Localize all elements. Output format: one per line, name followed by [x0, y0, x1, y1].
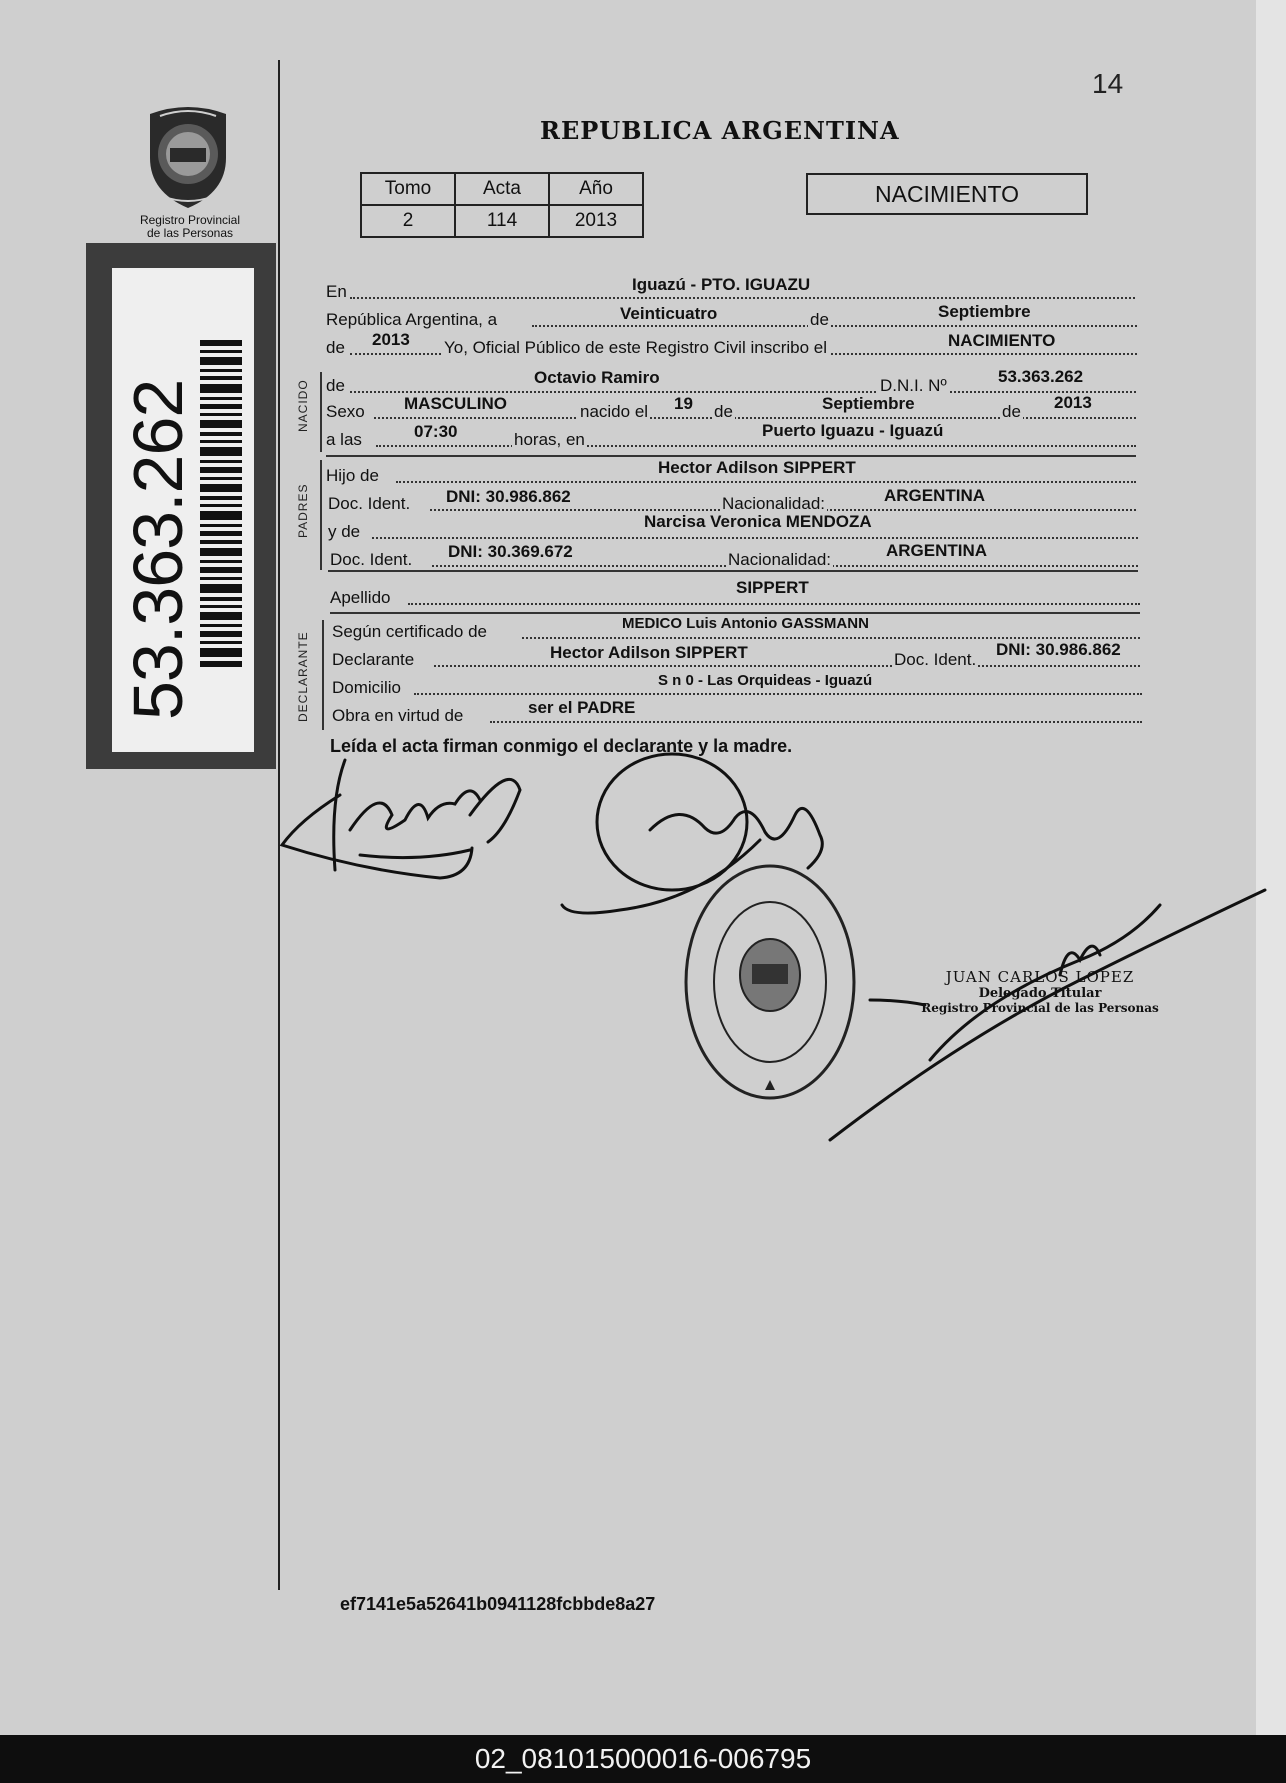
value-padre-nac: ARGENTINA: [884, 486, 986, 505]
label-sexo: Sexo: [326, 402, 365, 421]
value-anio-inscripcion: 2013: [372, 330, 410, 349]
label-nacionalidad: Nacionalidad:: [722, 494, 826, 513]
value-dni: 53.363.262: [998, 367, 1084, 386]
label-domicilio: Domicilio: [332, 678, 401, 697]
label-doc-ident: Doc. Ident.: [328, 494, 411, 513]
side-label-nacido: NACIDO: [296, 379, 310, 432]
officer-office: Registro Provincial de las Personas: [921, 1001, 1159, 1015]
value-nombre: Octavio Ramiro: [534, 368, 660, 387]
value-lugar-nac: Puerto Iguazu - Iguazú: [762, 421, 944, 440]
value-dia-nac: 19: [674, 394, 693, 413]
barcode-number: 53.363.262: [119, 379, 197, 720]
value-dia-letras: Veinticuatro: [620, 304, 718, 323]
label-dni: D.N.I. Nº: [880, 376, 947, 395]
act-type-box: NACIMIENTO: [806, 173, 1088, 215]
side-label-declarante: DECLARANTE: [296, 631, 310, 722]
value-mes-nac: Septiembre: [822, 394, 915, 413]
label-hijo-de: Hijo de: [326, 466, 379, 485]
label-doc-ident: Doc. Ident.: [330, 550, 413, 569]
value-hora: 07:30: [414, 422, 458, 441]
value-lugar: Iguazú - PTO. IGUAZU: [632, 275, 811, 294]
label-nacionalidad: Nacionalidad:: [728, 550, 832, 569]
label-en: En: [326, 282, 347, 301]
registry-stamp-icon: [686, 866, 854, 1098]
value-tomo: 2: [361, 205, 455, 237]
value-madre-doc: DNI: 30.369.672: [448, 542, 573, 561]
value-declarante: Hector Adilson SIPPERT: [550, 643, 748, 662]
value-apellido: SIPPERT: [736, 578, 809, 597]
officer-name: JUAN CARLOS LOPEZ: [945, 968, 1135, 986]
officer-role: Delegado Titular: [978, 986, 1102, 1001]
label-y-de: y de: [328, 522, 361, 541]
label-obra: Obra en virtud de: [332, 706, 464, 725]
value-madre: Narcisa Veronica MENDOZA: [644, 512, 872, 531]
header-anio: Año: [549, 173, 643, 205]
label-de: de: [326, 338, 345, 357]
value-declarante-doc: DNI: 30.986.862: [996, 640, 1121, 659]
label-horas-en: horas, en: [514, 430, 585, 449]
label-doc-ident: Doc. Ident.: [894, 650, 977, 669]
label-oficial: Yo, Oficial Público de este Registro Civil inscribo el: [444, 338, 827, 357]
label-de: de: [810, 310, 829, 329]
value-anio-nac: 2013: [1054, 393, 1092, 412]
page-number: 14: [1092, 68, 1124, 99]
label-a-las: a las: [326, 430, 362, 449]
declarant-signature-icon: [282, 760, 520, 878]
side-label-padres: PADRES: [296, 483, 310, 538]
closing-statement: Leída el acta firman conmigo el declarante y la madre.: [330, 736, 793, 756]
official-signature-icon: [830, 890, 1265, 1140]
label-apellido: Apellido: [330, 588, 391, 607]
document-title: REPUBLICA ARGENTINA: [540, 116, 900, 145]
value-acta: 114: [455, 205, 549, 237]
value-virtud: ser el PADRE: [528, 698, 636, 717]
value-padre: Hector Adilson SIPPERT: [658, 458, 856, 477]
label-declarante: Declarante: [332, 650, 415, 669]
label-republica: República Argentina, a: [326, 310, 498, 329]
footer-id: 02_081015000016-006795: [0, 1735, 1286, 1783]
officer-signature-block: [905, 968, 1175, 1015]
value-madre-nac: ARGENTINA: [886, 541, 988, 560]
value-domicilio: S n 0 - Las Orquideas - Iguazú: [658, 672, 873, 689]
value-anio: 2013: [549, 205, 643, 237]
mother-signature-icon: [562, 754, 822, 913]
value-padre-doc: DNI: 30.986.862: [446, 487, 571, 506]
value-tipo: NACIMIENTO: [948, 331, 1056, 350]
document-hash: ef7141e5a52641b0941128fcbbde8a27: [340, 1594, 656, 1614]
registry-caption: Registro Provincial de las Personas: [139, 213, 241, 240]
header-acta: Acta: [455, 173, 549, 205]
value-sexo: MASCULINO: [404, 394, 507, 413]
label-segun: Según certificado de: [332, 622, 487, 641]
header-tomo: Tomo: [361, 173, 455, 205]
value-certificado: MEDICO Luis Antonio GASSMANN: [622, 615, 869, 632]
label-de: de: [714, 402, 733, 421]
label-de: de: [1002, 402, 1021, 421]
value-mes-inscripcion: Septiembre: [938, 302, 1031, 321]
label-de: de: [326, 376, 345, 395]
label-nacido-el: nacido el: [580, 402, 649, 421]
